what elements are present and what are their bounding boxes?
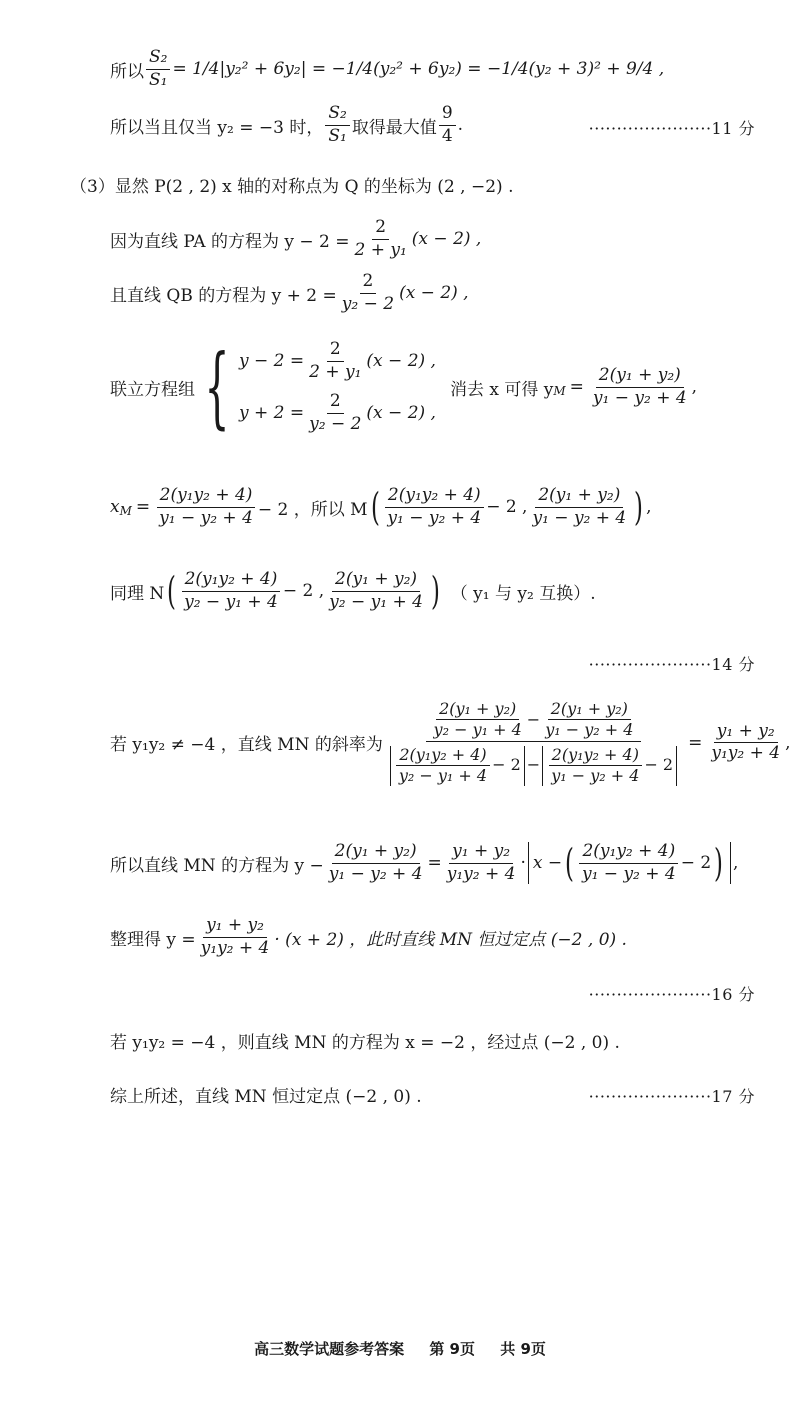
text-pa: 因为直线 PA 的方程为 y − 2 = — [110, 231, 350, 252]
fraction-9-4: $\frac{9}{4}$ — [439, 104, 456, 146]
fraction-mn-1: $\frac{\text{2(y₁ + y₂)}}{\text{y₁ − y₂ + 4}}$ — [328, 841, 423, 884]
line-slope: 若 y₁y₂ ≠ −4 ，直线 MN 的斜率为 $\frac{\text{2(y₁ + y₂)}}{\text{y₂ − y₁ + 4}}$ − $\frac{\text{2(y₁ + y₂)}}{\text{y₁ − y₂ + 4}}$ $\frac{\text{2(y₁y₂ + 4)}}{\text{y₂ − y₁ + 4}}$ − 2 − $\frac{\text{2(y₁y₂ + 4)}}{\text{y₁ − y₂ + 4}}$ − 2 = $\frac{\text{y₁ + y₂}}{\text{y₁y₂ + 4}}$ , — [110, 699, 791, 786]
footer-total: 共 9页 — [500, 1340, 546, 1358]
brace-icon: { — [204, 335, 230, 439]
fraction-M-y: $\frac{\text{2(y₁ + y₂)}}{\text{y₁ − y₂ + 4}}$ — [532, 485, 627, 528]
text-xM: x — [110, 497, 120, 518]
fraction-simplify: $\frac{\text{y₁ + y₂}}{\text{y₁y₂ + 4}}$ — [200, 915, 270, 958]
footer-title: 高三数学试题参考答案 — [254, 1340, 405, 1358]
text-slope: 若 y₁y₂ ≠ −4 ，直线 MN 的斜率为 — [110, 735, 383, 756]
fraction-M-x: $\frac{\text{2(y₁y₂ + 4)}}{\text{y₁ − y₂ + 4}}$ — [384, 486, 484, 528]
fraction-s2-over-s1-b: $\frac{\text{S₂}}{\text{S₁}}$ — [325, 104, 349, 146]
text-so-M: − 2 ，所以 M — [257, 499, 368, 520]
sys-row1-right: (x − 2) , — [366, 351, 436, 372]
line-case-minus4: 若 y₁y₂ = −4 ，则直线 MN 的方程为 x = −2 ，经过点 (−2 , 0) . — [110, 1033, 620, 1053]
text-eliminate: 消去 x 可得 y — [449, 379, 554, 400]
sys-row2-frac: $\frac{2}{\text{y₂ − 2}}$ — [309, 391, 362, 434]
fraction-N-x: $\frac{\text{2(y₁y₂ + 4)}}{\text{y₂ − y₁ + 4}}$ — [181, 570, 281, 612]
fraction-slope-result: $\frac{\text{y₁ + y₂}}{\text{y₁y₂ + 4}}$ — [711, 720, 781, 764]
text-so: 所以 — [110, 61, 144, 82]
page-footer — [0, 1338, 800, 1359]
score-14: ······················14 分 — [588, 655, 755, 674]
fraction-slope: $\frac{\text{2(y₁ + y₂)}}{\text{y₂ − y₁ + 4}}$ − $\frac{\text{2(y₁ + y₂)}}{\text{y₁ − y₂ + 4}}$ $\frac{\text{2(y₁y₂ + 4)}}{\text{y₂ − y₁ + 4}}$ − 2 − $\frac{\text{2(y₁y₂ + 4)}}{\text{y₁ − y₂ + 4}}$ − 2 — [385, 700, 682, 786]
text-pa-tail: (x − 2) , — [411, 229, 482, 250]
fraction-s2-over-s1: $\frac{\text{S₂}}{\text{S₁}}$ — [146, 48, 170, 90]
text-simplify: 整理得 y = — [110, 929, 196, 950]
text-fixed-point: · (x + 2) ，此时直线 MN 恒过定点 (−2 , 0) . — [274, 929, 627, 950]
text-qb-tail: (x − 2) , — [399, 283, 469, 304]
line-part3: （3）显然 P(2 , 2) x 轴的对称点为 Q 的坐标为 (2 , −2) . — [70, 177, 514, 197]
line-max-value: 所以当且仅当 y₂ = −3 时， $\frac{\text{S₂}}{\text{S₁}}$ 取得最大值 $\frac{9}{4}$ . — [110, 103, 464, 146]
fraction-yM: $\frac{\text{2(y₁ + y₂)}}{\text{y₁ − y₂ + 4}}$ — [592, 365, 687, 408]
text-qb: 且直线 QB 的方程为 y + 2 = — [110, 285, 337, 306]
fraction-mn-2: $\frac{\text{y₁ + y₂}}{\text{y₁y₂ + 4}}$ — [446, 841, 516, 884]
sys-row2-left: y + 2 = — [239, 403, 305, 424]
line-point-M: x M = $\frac{\text{2(y₁y₂ + 4)}}{\text{y₁ − y₂ + 4}}$ − 2 ，所以 M ( $\frac{\text{2(y₁y₂ + 4)}}{\text{y₁ − y₂ + 4}}$ − 2 , $\frac{\text{2(y₁ + y₂)}}{\text{y₁ − y₂ + 4}}$ ) , — [110, 485, 652, 530]
score-16: ······················16 分 — [588, 985, 755, 1004]
line-mn-equation: 所以直线 MN 的方程为 y − $\frac{\text{2(y₁ + y₂)}}{\text{y₁ − y₂ + 4}}$ = $\frac{\text{y₁ + y₂}}{\text{y₁y₂ + 4}}$ · x − ( $\frac{\text{2(y₁y₂ + 4)}}{\text{y₁ − y₂ + 4}}$ − 2 ) , — [110, 841, 739, 886]
fraction-N-y: $\frac{\text{2(y₁ + y₂)}}{\text{y₂ − y₁ + 4}}$ — [329, 569, 423, 612]
score-11: ······················11 分 — [588, 119, 755, 138]
line-point-N: 同理 N ( $\frac{\text{2(y₁y₂ + 4)}}{\text{y₂ − y₁ + 4}}$ − 2 , $\frac{\text{2(y₁ + y₂)}}{\text{y₂ − y₁ + 4}}$ ) （ y₁ 与 y₂ 互换）. — [110, 569, 596, 614]
text-similarly-N: 同理 N — [110, 583, 165, 604]
text-mn-eq: 所以直线 MN 的方程为 y − — [110, 855, 324, 876]
text-when-y2: 所以当且仅当 y₂ = −3 时， — [110, 117, 324, 138]
line-conclusion: 综上所述，直线 MN 恒过定点 (−2 , 0) . — [110, 1087, 422, 1107]
line-qb-equation — [110, 272, 469, 314]
score-17: ······················17 分 — [588, 1087, 755, 1106]
line-simplify — [110, 916, 627, 958]
fraction-2-over-2py1: $\frac{2}{\text{2 + y₁}}$ — [354, 217, 407, 260]
ratio-expression: = 1/4|y₂² + 6y₂| = −1/4(y₂² + 6y₂) = −1/4(y₂ + 3)² + 9/4 , — [172, 59, 665, 80]
system-rows — [239, 340, 436, 434]
text-swap: （ y₁ 与 y₂ 互换）. — [450, 583, 596, 604]
line-system: 联立方程组 { y − 2 = $\frac{2}{\text{2 + y₁}}$ (x − 2) , y + 2 = $\frac{2}{\text{y₂ − 2}}$ (x − 2) , 消去 x 可得 y M = $\frac{\text{2(y₁ + y₂)}}{\text{y₁ − y₂ + 4}}$ , — [110, 335, 698, 439]
text-max: 取得最大值 — [351, 117, 437, 138]
line-ratio-expression — [110, 48, 664, 90]
sys-row1-left: y − 2 = — [239, 351, 305, 372]
fraction-2-over-y2m2: $\frac{2}{\text{y₂ − 2}}$ — [341, 271, 395, 314]
fraction-xM: $\frac{\text{2(y₁y₂ + 4)}}{\text{y₁ − y₂ + 4}}$ — [156, 486, 256, 528]
text-system: 联立方程组 — [110, 379, 195, 400]
line-pa-equation — [110, 218, 481, 260]
footer-page: 第 9页 — [429, 1340, 475, 1358]
sys-row1-frac: $\frac{2}{\text{2 + y₁}}$ — [309, 339, 362, 382]
sys-row2-right: (x − 2) , — [366, 403, 436, 424]
